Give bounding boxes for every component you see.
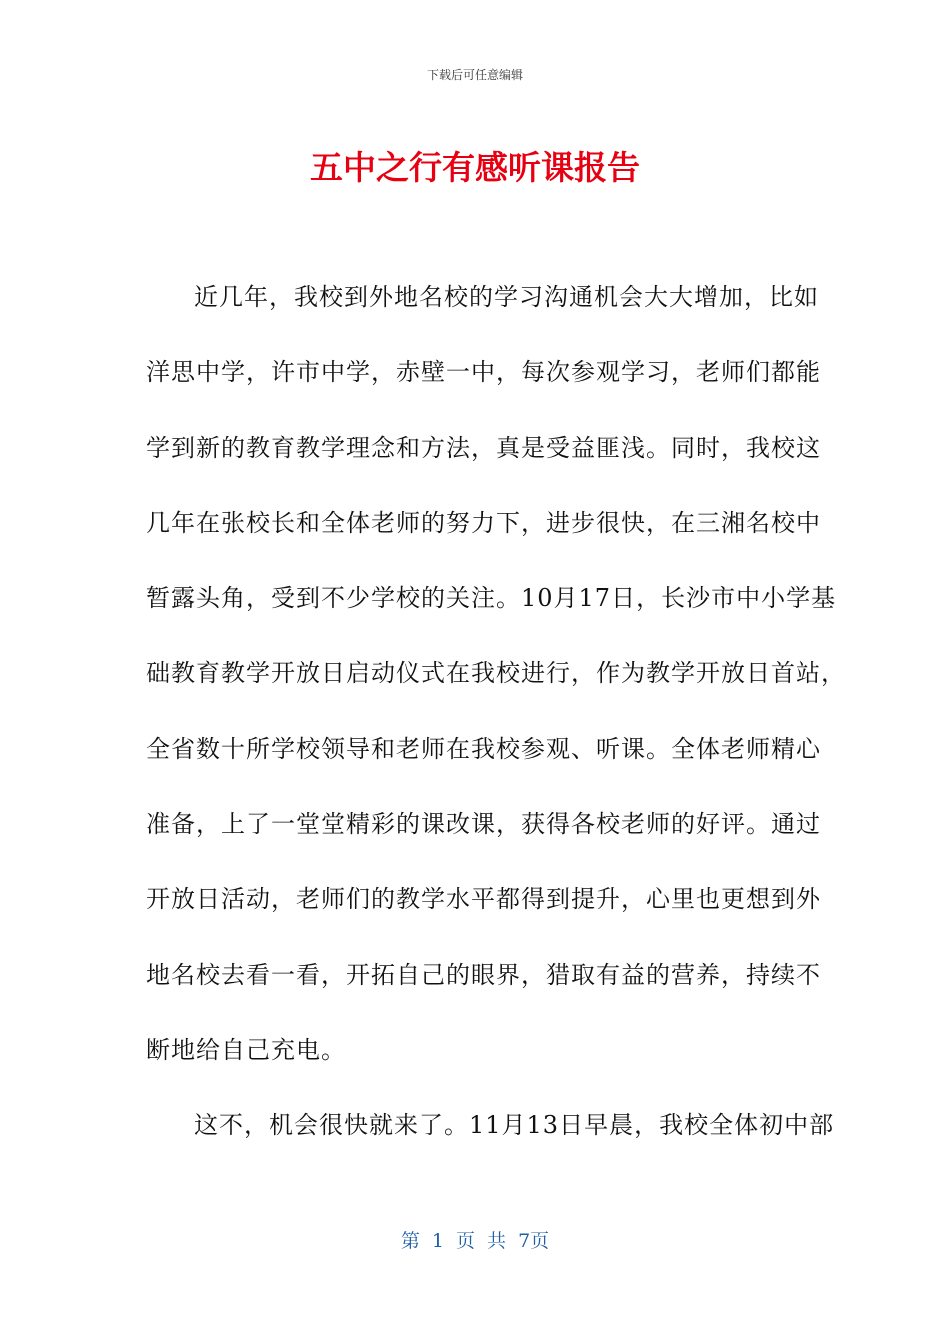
paragraph-line: 地名校去看一看，开拓自己的眼界，猎取有益的营养，持续不 — [146, 960, 821, 989]
paragraph-line: 准备，上了一堂堂精彩的课改课，获得各校老师的好评。通过 — [146, 810, 821, 839]
paragraph-line: 近几年，我校到外地名校的学习沟通机会大大增加，比如 — [194, 283, 819, 311]
paragraph-line: 断地给自己充电。 — [146, 1035, 346, 1064]
paragraph-line: 开放日活动，老师们的教学水平都得到提升，心里也更想到外 — [146, 885, 821, 914]
paragraph-line: 础教育教学开放日启动仪式在我校进行，作为教学开放日首站， — [146, 659, 846, 688]
paragraph-line: 这不，机会很快就来了。11月13日早晨，我校全体初中部 — [194, 1111, 835, 1140]
header-note: 下载后可任意编辑 — [426, 68, 523, 82]
body-text — [146, 270, 846, 1174]
paragraph-line: 几年在张校长和全体老师的努力下，进步很快，在三湘名校中 — [146, 508, 821, 537]
paragraph-line: 学到新的教育教学理念和方法，真是受益匪浅。同时，我校这 — [146, 433, 821, 462]
document-title: 五中之行有感听课报告 — [310, 148, 640, 187]
paragraph-line: 全省数十所学校领导和老师在我校参观、听课。全体老师精心 — [146, 734, 821, 763]
page-number: 第 1 页 共 7页 — [400, 1230, 550, 1252]
paragraph-line: 暂露头角，受到不少学校的关注。10月17日，长沙市中小学基 — [146, 584, 837, 613]
paragraph-line: 洋思中学，许市中学，赤壁一中，每次参观学习，老师们都能 — [146, 358, 821, 387]
